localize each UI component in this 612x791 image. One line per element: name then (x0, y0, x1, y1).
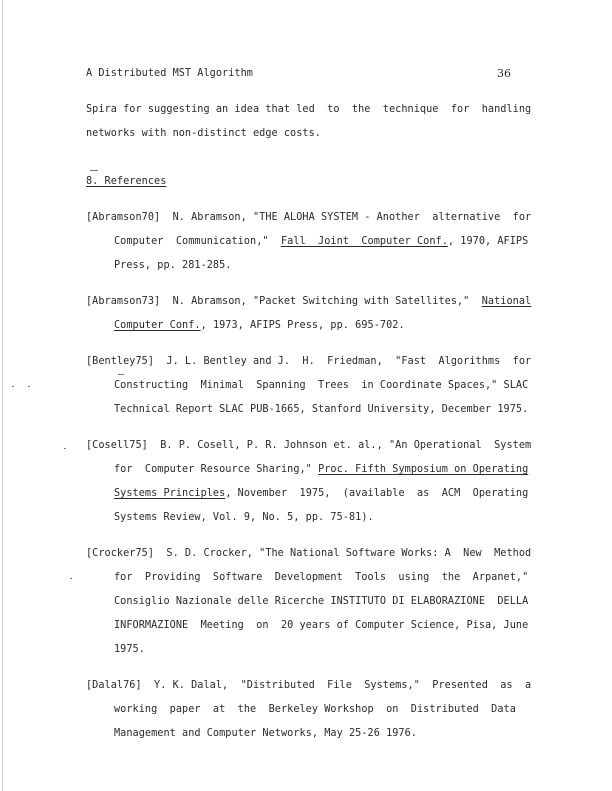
body-text-line: networks with non-distinct edge costs. (86, 128, 321, 139)
scan-mark (90, 170, 98, 171)
reference-entry-dalal76: [Dalal76] Y. K. Dalal, "Distributed File Systems," Presented as a (86, 680, 532, 691)
reference-line: Technical Report SLAC PUB-1665, Stanford University, December 1975. (114, 404, 529, 415)
reference-line: Systems Principles, November 1975, (available as ACM Operating (114, 488, 529, 499)
reference-venue: Systems Principles (114, 488, 226, 499)
reference-line: Constructing Minimal Spanning Trees in Coordinate Spaces," SLAC (114, 380, 529, 391)
scan-mark (64, 448, 66, 449)
reference-entry-abramson70: [Abramson70] N. Abramson, "THE ALOHA SYSTEM - Another alternative for (86, 212, 532, 223)
running-header: A Distributed MST Algorithm (86, 68, 253, 79)
scan-mark (118, 374, 124, 375)
reference-line: INFORMAZIONE Meeting on 20 years of Computer Science, Pisa, June (114, 620, 529, 631)
page-number: 36 (497, 67, 512, 80)
scan-mark (12, 386, 14, 387)
reference-line: working paper at the Berkeley Workshop on Distributed Data (114, 704, 516, 715)
reference-line: Computer Conf., 1973, AFIPS Press, pp. 695-702. (114, 320, 405, 331)
reference-venue: Computer Conf. (114, 320, 201, 331)
reference-line: Management and Computer Networks, May 25-26 1976. (114, 728, 417, 739)
reference-entry-cosell75: [Cosell75] B. P. Cosell, P. R. Johnson et. al., "An Operational System (86, 440, 532, 451)
reference-line: Press, pp. 281-285. (114, 260, 232, 271)
reference-venue: Fall Joint Computer Conf. (280, 236, 448, 247)
reference-line: Systems Review, Vol. 9, No. 5, pp. 75-81). (114, 512, 374, 523)
reference-entry-abramson73: [Abramson73] N. Abramson, "Packet Switching with Satellites," National (86, 296, 532, 307)
reference-line: Computer Communication," Fall Joint Computer Conf., 1970, AFIPS (114, 236, 529, 247)
scan-mark (28, 386, 30, 387)
reference-entry-crocker75: [Crocker75] S. D. Crocker, "The National Software Works: A New Method (86, 548, 532, 559)
body-text-line: Spira for suggesting an idea that led to the technique for handling (86, 104, 532, 115)
reference-line: 1975. (114, 644, 145, 655)
reference-venue: National (481, 296, 532, 307)
section-heading: 8. References (86, 176, 167, 187)
scan-mark (70, 578, 72, 579)
reference-entry-bentley75: [Bentley75] J. L. Bentley and J. H. Friedman, "Fast Algorithms for (86, 356, 532, 367)
reference-line: for Computer Resource Sharing," Proc. Fifth Symposium on Operating (114, 464, 529, 475)
scan-edge (2, 0, 3, 791)
reference-venue: Proc. Fifth Symposium on Operating (318, 464, 529, 475)
reference-line: for Providing Software Development Tools using the Arpanet," (114, 572, 529, 583)
reference-line: Consiglio Nazionale delle Ricerche INSTITUTO DI ELABORAZIONE DELLA (114, 596, 529, 607)
